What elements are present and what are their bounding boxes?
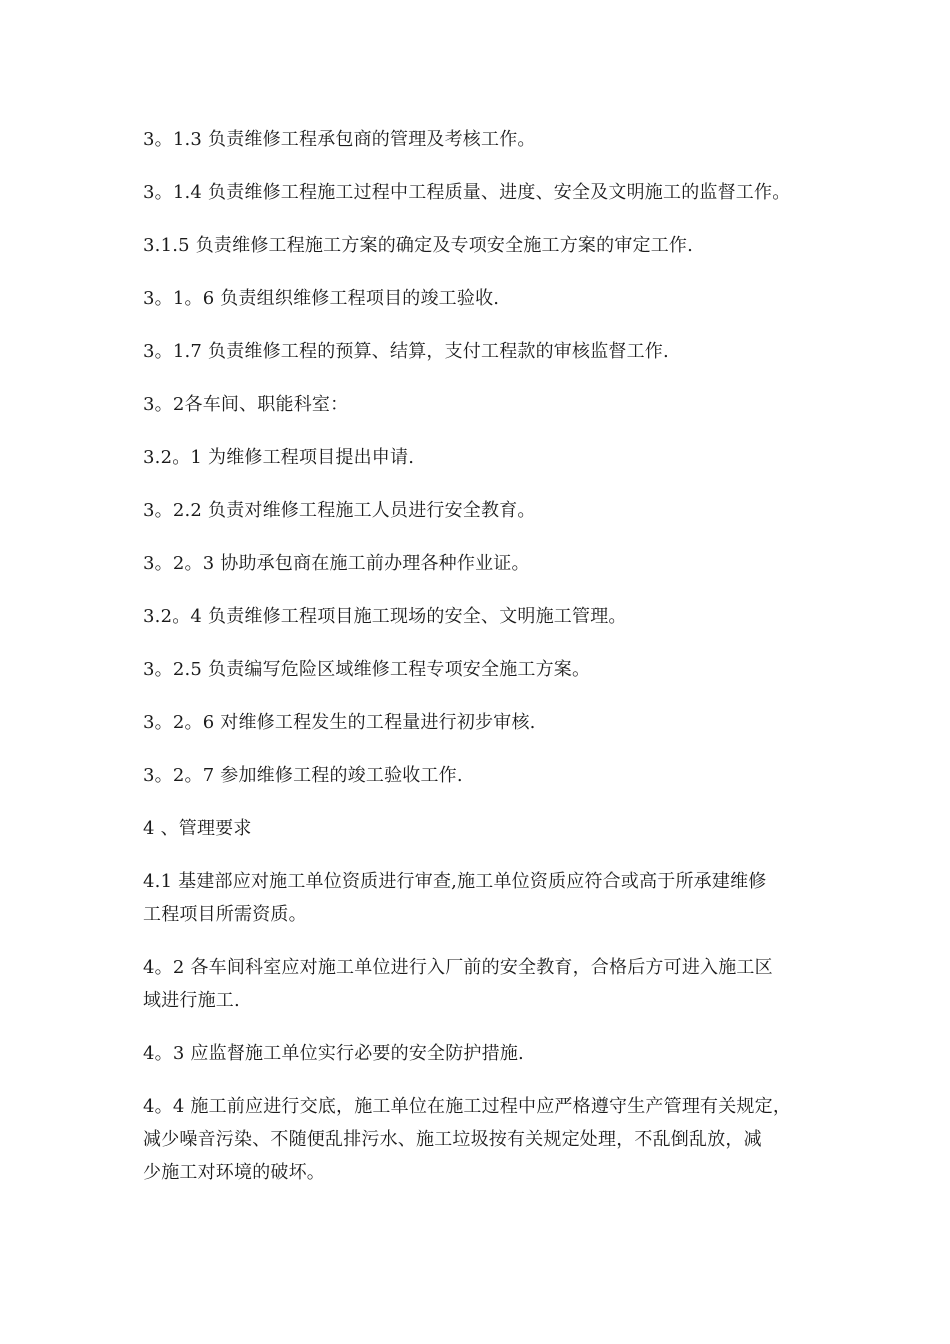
section-heading-4: 4 、管理要求	[143, 818, 252, 839]
paragraph-line: 少施工对环境的破坏。	[143, 1162, 325, 1183]
paragraph-4-1	[143, 865, 823, 931]
paragraph-4-3	[143, 1037, 823, 1070]
paragraph-3-1-5: 3.1.5 负责维修工程施工方案的确定及专项安全施工方案的审定工作.	[143, 235, 694, 256]
paragraph-line: 工程项目所需资质。	[143, 904, 307, 925]
paragraph-3-2-4: 3.2。4 负责维修工程项目施工现场的安全、文明施工管理。	[143, 606, 627, 627]
paragraph-3-1-7: 3。1.7 负责维修工程的预算、结算，支付工程款的审核监督工作.	[143, 341, 669, 362]
paragraph-3-2-2: 3。2.2 负责对维修工程施工人员进行安全教育。	[143, 500, 536, 521]
paragraph-line: 4。4 施工前应进行交底，施工单位在施工过程中应严格遵守生产管理有关规定，	[143, 1096, 792, 1117]
paragraph-3-1-4: 3。1.4 负责维修工程施工过程中工程质量、进度、安全及文明施工的监督工作。	[143, 182, 791, 203]
paragraph-line: 减少噪音污染、不随便乱排污水、施工垃圾按有关规定处理，不乱倒乱放，减	[143, 1129, 762, 1150]
section-heading-3-2: 3。2各车间、职能科室：	[143, 394, 349, 415]
paragraph-line: 4。3 应监督施工单位实行必要的安全防护措施.	[143, 1043, 524, 1064]
paragraph-3-2-6: 3。2。6 对维修工程发生的工程量进行初步审核.	[143, 712, 536, 733]
paragraph-3-1-3: 3。1.3 负责维修工程承包商的管理及考核工作。	[143, 129, 536, 150]
paragraph-line: 4.1 基建部应对施工单位资质进行审查,施工单位资质应符合或高于所承建维修	[143, 871, 767, 892]
paragraph-3-2-7: 3。2。7 参加维修工程的竣工验收工作.	[143, 765, 463, 786]
paragraph-line: 4。2 各车间科室应对施工单位进行入厂前的安全教育，合格后方可进入施工区	[143, 957, 773, 978]
paragraph-3-2-1: 3.2。1 为维修工程项目提出申请.	[143, 447, 415, 468]
paragraph-line: 域进行施工.	[143, 990, 240, 1011]
paragraph-4-2	[143, 951, 823, 1017]
document-body	[143, 123, 823, 1209]
paragraph-4-4	[143, 1090, 823, 1189]
paragraph-3-1-6: 3。1。6 负责组织维修工程项目的竣工验收.	[143, 288, 500, 309]
paragraph-3-2-3: 3。2。3 协助承包商在施工前办理各种作业证。	[143, 553, 530, 574]
paragraph-3-2-5: 3。2.5 负责编写危险区域维修工程专项安全施工方案。	[143, 659, 591, 680]
